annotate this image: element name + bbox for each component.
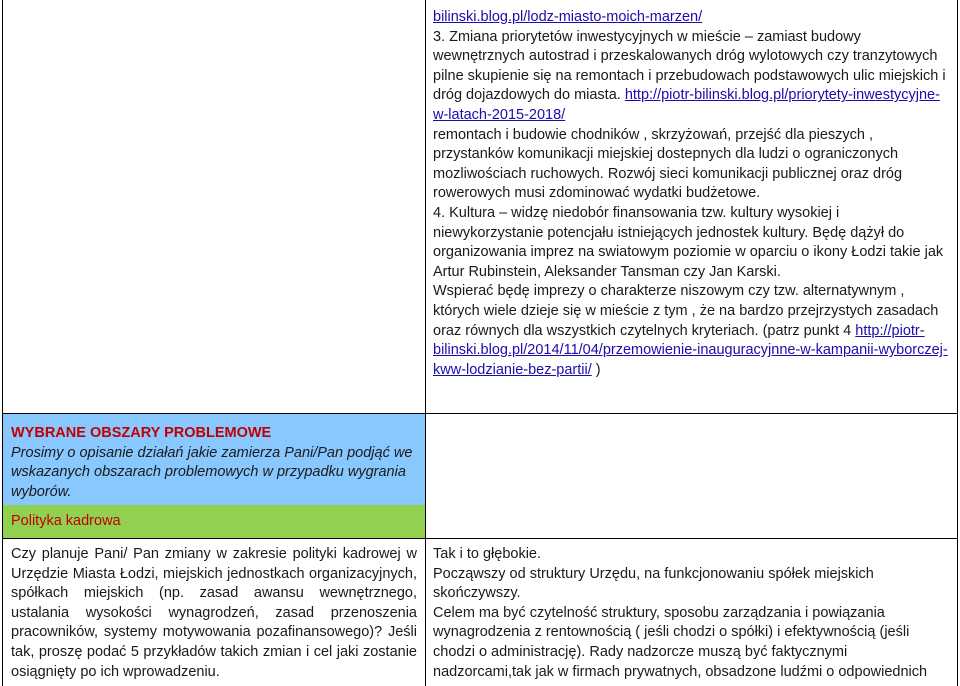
program-text-line [433, 145, 957, 165]
question-text: Czy planuje Pani/ Pan zmiany w zakresie polityki kadrowej w Urzędzie Miasta Łodzi, miejskich jednostkach organizacyjnych, spółkach miejskich (np. zasad awansu wewnętrznego, ustalania wysokości wynagrodzeń, zasad przenoszenia pracowników, systemy motywowania pozafinansowego)? Jeśli tak, proszę podać 5 przykładów takich zmian i cel jaki zostanie osiągnięty po ich wprowadzeniu. [11, 546, 417, 680]
line-text: 3. Zmiana priorytetów inwestycyjnych w mieście – zamiast budowy [433, 28, 861, 45]
program-text-line [433, 341, 957, 361]
program-text-line [433, 126, 957, 146]
right-border [957, 0, 958, 686]
line-text: remontach i budowie chodników , skrzyżowań, przejść dla pieszych , [433, 126, 874, 143]
line-text: mozliwościach ruchowych. Rozwój sieci komunikacji publicznej oraz dróg [433, 165, 903, 182]
url-link[interactable]: bilinski.blog.pl/2014/11/04/przemowienie-inauguracyjnne-w-kampanii-wyborczej- [433, 342, 948, 359]
program-text-line [433, 361, 957, 381]
program-text-line [433, 302, 957, 322]
line-text: których wiele dzieje się w mieście z tym , że na bardzo przejrzystych zasadach [433, 302, 939, 319]
line-text: niewykorzystanie potencjału istniejących jednostek kultury. Będę dążył do [433, 224, 905, 241]
answer-cell [426, 545, 957, 682]
answer-line: skończywszy. [433, 585, 521, 602]
problem-areas-header-cell [3, 414, 425, 505]
program-text-line [433, 184, 957, 204]
line-text: Wspierać będę imprezy o charakterze niszowym czy tzw. alternatywnym , [433, 283, 905, 300]
program-text-line [433, 282, 957, 302]
area-title: Polityka kadrowa [11, 513, 121, 529]
url-link[interactable]: w-latach-2015-2018/ [433, 106, 566, 123]
line-text: wewnętrznych autostrad i przeskalowanych dróg wylotowych czy tranzytowych [433, 48, 938, 65]
program-text-line [433, 8, 957, 28]
url-link[interactable]: http://piotr- [855, 322, 925, 339]
program-text-cell [426, 8, 957, 380]
line-text: oraz równych dla wszystkich czytelnych kryteriach. (patrz punkt 4 [433, 322, 856, 339]
program-text-line [433, 106, 957, 126]
line-text: rowerowych musi zdominować wydatki budżetowe. [433, 185, 761, 202]
line-text: pilne skupienie się na remontach i przebudowach podstawowych ulic miejskich i [433, 67, 946, 84]
answer-line: Począwszy od struktury Urzędu, na funkcjonowaniu spółek miejskich [433, 565, 874, 582]
row-divider-2 [2, 538, 958, 539]
line-text: organizowania imprez na swiatowym poziomie w oparciu o ikony Łodzi takie jak [433, 244, 944, 261]
url-link[interactable]: bilinski.blog.pl/lodz-miasto-moich-marzen/ [433, 9, 703, 25]
area-title-cell [3, 505, 425, 538]
line-text-after: ) [591, 361, 601, 378]
question-cell [3, 545, 425, 682]
line-text: dróg dojazdowych do miasta. [433, 87, 625, 104]
line-text: Artur Rubinstein, Aleksander Tansman czy Jan Karski. [433, 263, 781, 280]
program-text-line [433, 224, 957, 244]
program-text-line [433, 165, 957, 185]
program-text-line [433, 322, 957, 342]
section-heading: WYBRANE OBSZARY PROBLEMOWE [11, 425, 272, 441]
url-link[interactable]: kww-lodzianie-bez-partii/ [433, 361, 592, 378]
section-instructions: Prosimy o opisanie działań jakie zamierza Pani/Pan podjąć we wskazanych obszarach problemowych w przypadku wygrania wyborów. [11, 444, 413, 500]
answer-line: Tak i to głębokie. [433, 546, 542, 562]
answer-line: chodzi o administrację). Rady nadzorcze muszą być faktycznymi [433, 643, 848, 660]
program-text-line [433, 204, 957, 224]
program-text-line [433, 47, 957, 67]
url-link[interactable]: http://piotr-bilinski.blog.pl/priorytety-inwestycyjne- [624, 87, 940, 104]
program-text-line [433, 28, 957, 48]
line-text: 4. Kultura – widzę niedobór finansowania tzw. kultury wysokiej i [433, 204, 840, 221]
line-text: przystanków komunikacji miejskiej dostepnych dla ludzi o ograniczonych [433, 146, 899, 163]
answer-line: nadzorcami,tak jak w firmach prywatnych, obsadzone ludźmi o odpowiednich [433, 663, 928, 680]
answer-line: Celem ma być czytelność struktury, sposobu zarządzania i powiązania [433, 604, 885, 621]
program-text-line [433, 67, 957, 87]
program-text-line [433, 86, 957, 106]
answer-line: wynagrodzenia z rentownością ( jeśli chodzi o spółki) i efektywnością (jeśli [433, 624, 910, 641]
program-text-line [433, 263, 957, 283]
program-text-line [433, 243, 957, 263]
